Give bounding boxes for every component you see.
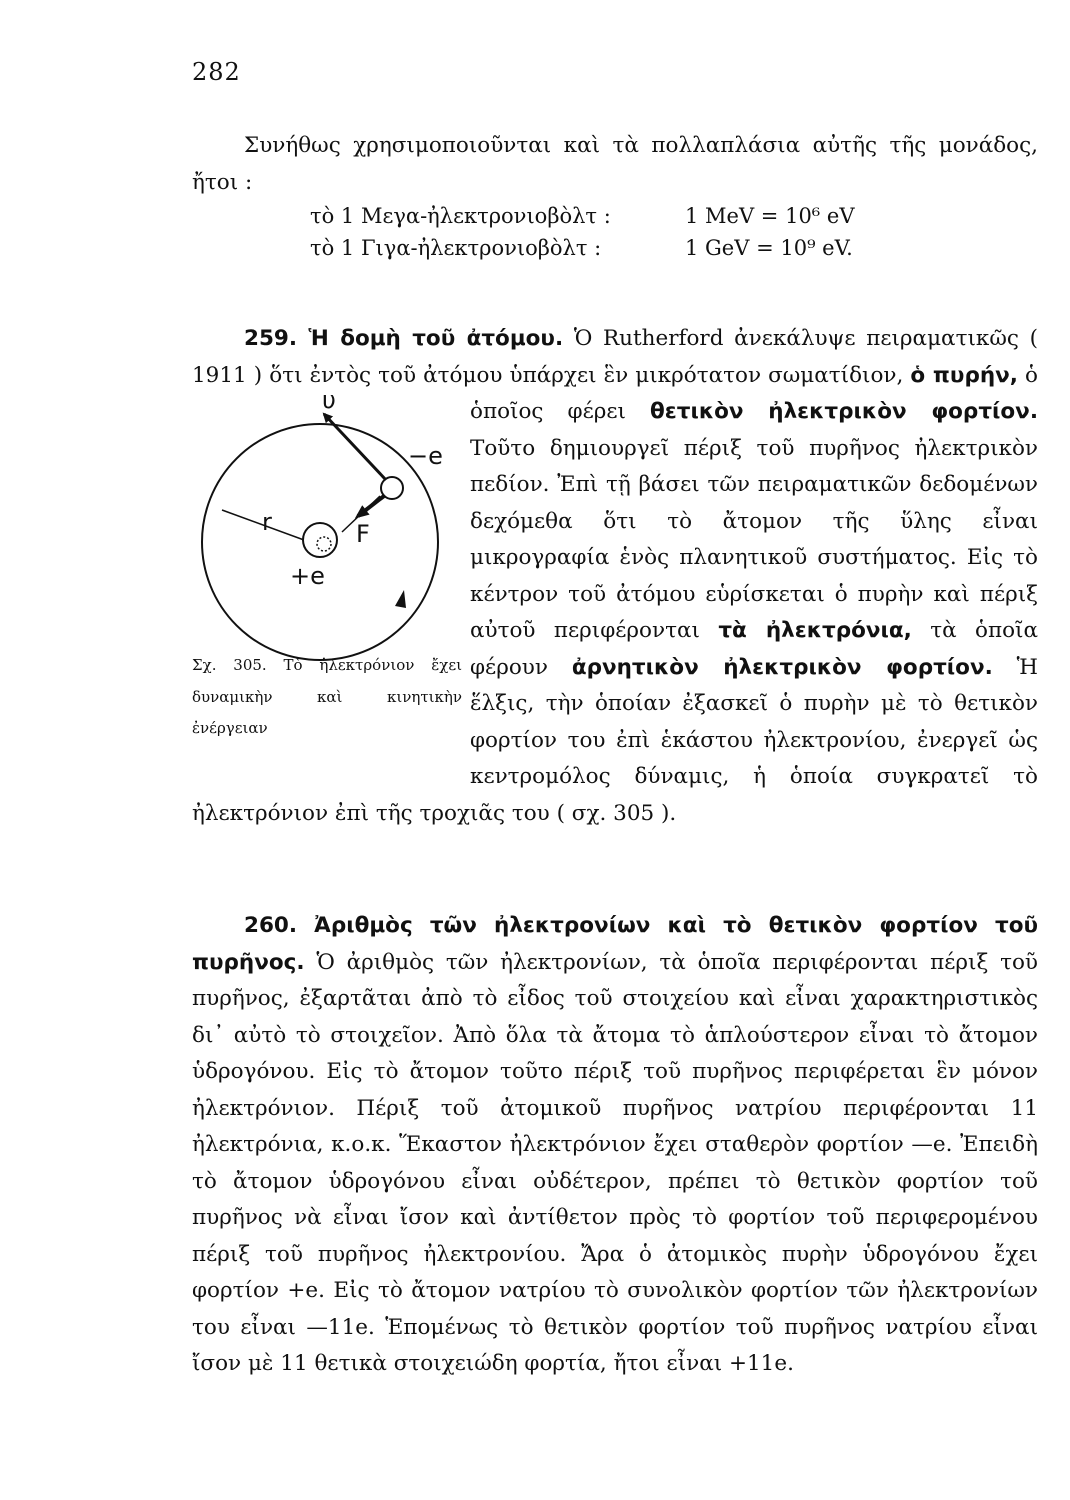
section-260: [192, 908, 1038, 1383]
label-velocity: υ: [322, 392, 336, 414]
section-259-text: Ἡ ἕλξις, τὴν ὁποίαν ἐξασκεῖ ὁ πυρὴν μὲ τὸ θετικὸν φορτίον του ἐπὶ ἑκάστου ἠλεκτρονίου, ἐνεργεῖ ὡς κεντρομόλος δύναμις, ἡ ὁποία συγκρατεῖ τὸ ἠλεκτρόνιον ἐπὶ τῆς τροχιᾶς του ( σχ. 305 ).: [192, 654, 1038, 826]
unit-name: τὸ 1 Μεγα-ἠλεκτρονιοβὸλτ :: [310, 204, 611, 228]
page-number: 282: [192, 58, 241, 86]
label-electron: −e: [408, 442, 443, 470]
bold-term: θετικὸν ἠλεκτρικὸν φορτίον.: [650, 399, 1038, 424]
section-259-text: τὰ ὁποῖα φέρουν: [470, 618, 1038, 680]
label-radius: r: [262, 508, 272, 536]
unit-name: τὸ 1 Γιγα-ἠλεκτρονιοβὸλτ :: [310, 236, 602, 260]
section-259-text: Τοῦτο δημιουργεῖ πέριξ τοῦ πυρῆνος ἠλεκτρικὸν πεδίον. Ἐπὶ τῇ βάσει τῶν πειραματικῶν δεδομένων δεχόμεθα ὅτι τὸ ἄτομον τῆς ὕλης εἶναι μικρογραφία ἑνὸς πλανητικοῦ συστήματος. Εἰς τὸ κέντρον τοῦ ἀτόμου εὑρίσκεται ὁ πυρὴν καὶ πέριξ αὐτοῦ περιφέρονται: [470, 435, 1038, 643]
section-260-heading: 260. Ἀριθμὸς τῶν ἠλεκτρονίων καὶ τὸ θετικὸν φορτίον τοῦ πυρῆνος.: [192, 913, 1038, 975]
label-force: F: [356, 520, 370, 548]
unit-row-mev: [310, 200, 945, 232]
section-259-heading: 259. Ἡ δομὴ τοῦ ἀτόμου.: [244, 326, 564, 351]
unit-value: 1 GeV = 10⁹ eV.: [685, 236, 853, 260]
velocity-arrow: [324, 414, 386, 480]
section-260-text: Ὁ ἀριθμὸς τῶν ἠλεκτρονίων, τὰ ὁποῖα περιφέρονται πέριξ τοῦ πυρῆνος, ἐξαρτᾶται ἀπὸ τὸ εἶδος τοῦ στοιχείου καὶ εἶναι χαρακτηριστικὸς δι᾽ αὐτὸ τὸ στοιχεῖον. Ἀπὸ ὅλα τὰ ἄτομα τὸ ἁπλούστερον εἶναι τὸ ἄτομον ὑδρογόνου. Εἰς τὸ ἄτομον τοῦτο πέριξ τοῦ πυρῆνος περιφέρεται ἓν μόνον ἠλεκτρόνιον. Πέριξ τοῦ ἀτομικοῦ πυρῆνος νατρίου περιφέρονται 11 ἠλεκτρόνια, κ.ο.κ. Ἕκαστον ἠλεκτρόνιον ἔχει σταθερὸν φορτίον —e. Ἐπειδὴ τὸ ἄτομον ὑδρογόνου εἶναι οὐδέτερον, πρέπει τὸ θετικὸν φορτίον τοῦ πυρῆνος νὰ εἶναι ἴσον καὶ ἀντίθετον πρὸς τὸ φορτίον τοῦ περιφερομένου πέριξ τοῦ πυρῆνος ἠλεκτρονίου. Ἄρα ὁ ἀτομικὸς πυρὴν ὑδρογόνου ἔχει φορτίον +e. Εἰς τὸ ἄτομον νατρίου τὸ συνολικὸν φορτίον τῶν ἠλεκτρονίων του εἶναι —11e. Ἑπομένως τὸ θετικὸν φορτίον τοῦ πυρῆνος νατρίου εἶναι ἴσον μὲ 11 θετικὰ στοιχειώδη φορτία, ἤτοι εἶναι +11e.: [192, 949, 1038, 1376]
unit-row-gev: [310, 232, 945, 264]
bold-term: ἀρνητικὸν ἠλεκτρικὸν φορτίον.: [571, 654, 993, 680]
force-arrow: [358, 496, 384, 516]
bold-term: ὁ πυρήν,: [910, 362, 1018, 388]
caption-label: Σχ. 305.: [192, 656, 267, 674]
section-259-text: ὁ ὁποῖος φέρει: [470, 362, 1038, 424]
nucleus: [303, 523, 337, 557]
unit-definitions: [310, 200, 945, 264]
section-259-text: Ὁ Rutherford ἀνεκάλυψε πειραματικῶς ( 1911 ) ὅτι ἐντὸς τοῦ ἀτόμου ὑπάρχει ἓν μικρότατον σωματίδιον,: [192, 326, 1038, 388]
label-nucleus: +e: [290, 562, 325, 590]
atom-figure: [192, 392, 452, 662]
caption-text: Τὸ ἠλεκτρόνιον ἔχει δυναμικὴν καὶ κινητικὴν ἐνέργειαν: [192, 656, 462, 737]
atom-diagram: [192, 392, 452, 662]
figure-caption: [192, 650, 462, 745]
unit-value: 1 MeV = 10⁶ eV: [685, 204, 855, 228]
bold-term: τὰ ἠλεκτρόνια,: [718, 618, 912, 643]
intro-paragraph: Συνήθως χρησιμοποιοῦνται καὶ τὰ πολλαπλάσια αὐτῆς τῆς μονάδος, ἤτοι :: [192, 133, 1038, 195]
orbit-direction-arrow: [395, 590, 406, 608]
